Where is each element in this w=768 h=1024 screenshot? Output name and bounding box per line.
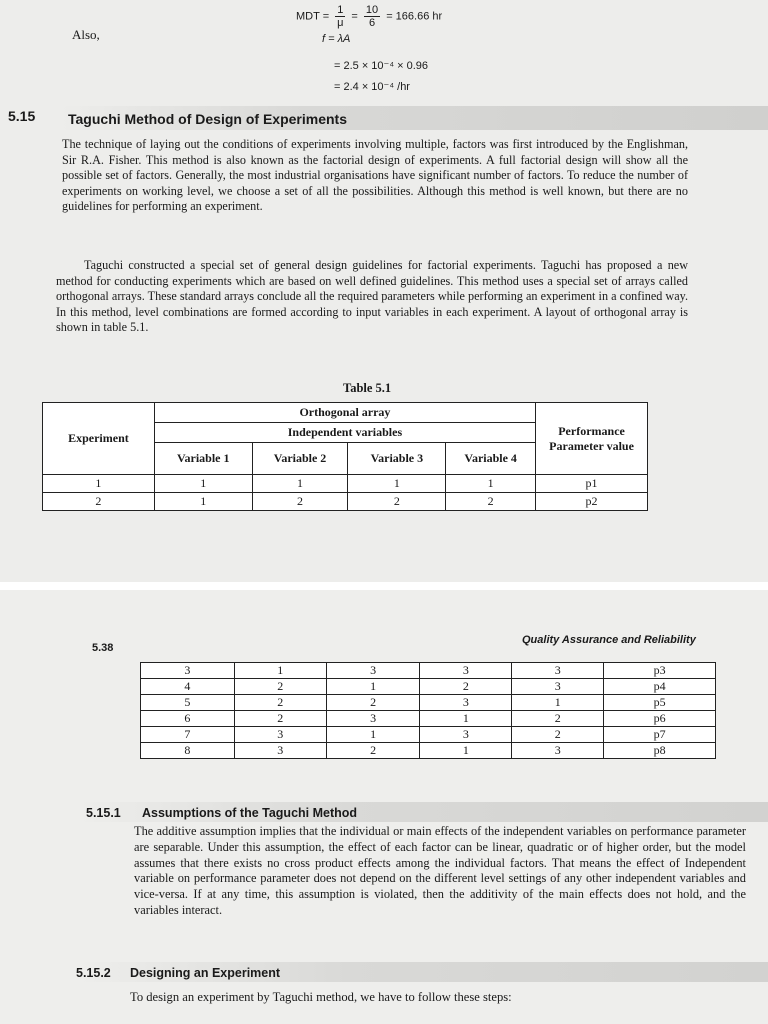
table-cell: 3 xyxy=(326,711,420,727)
table-cell: 1 xyxy=(446,475,536,493)
table-cell: 2 xyxy=(420,679,512,695)
table-cell: 3 xyxy=(512,743,604,759)
frac2-numerator: 10 xyxy=(365,4,379,16)
table-cell: 2 xyxy=(252,493,348,511)
table-cell: 3 xyxy=(326,663,420,679)
subsection-2-heading-bar xyxy=(0,962,768,982)
header-performance: Performance Parameter value xyxy=(536,403,648,475)
table-cell: 2 xyxy=(43,493,155,511)
table-cell: 1 xyxy=(154,475,252,493)
table-cell: 3 xyxy=(234,727,326,743)
table-row xyxy=(141,695,716,711)
table-cell: 1 xyxy=(252,475,348,493)
table-row xyxy=(43,475,648,493)
table-cell: 1 xyxy=(234,663,326,679)
table-cell: 1 xyxy=(154,493,252,511)
subsection-2-text: To design an experiment by Taguchi method, we have to follow these steps: xyxy=(130,990,512,1004)
table-cell: p1 xyxy=(536,475,648,493)
table-cell: 4 xyxy=(141,679,235,695)
failure-rate-definition: f = λA xyxy=(322,33,351,45)
table-cell: 1 xyxy=(43,475,155,493)
header-variable-2: Variable 2 xyxy=(252,443,348,475)
table-cell: 2 xyxy=(234,679,326,695)
table-cell: p3 xyxy=(604,663,716,679)
table-cell: 3 xyxy=(420,727,512,743)
table-cell: 5 xyxy=(141,695,235,711)
table-row xyxy=(141,711,716,727)
mdt-formula xyxy=(296,4,442,29)
also-label: Also, xyxy=(72,27,100,42)
section-title: Taguchi Method of Design of Experiments xyxy=(68,111,347,127)
table-cell: 2 xyxy=(234,711,326,727)
table-cell: 3 xyxy=(234,743,326,759)
frac2-denominator: 6 xyxy=(368,17,376,29)
paragraph-1: The technique of laying out the conditions of experiments involving multiple, factors was first introduced by the Englishman, Sir R.A. Fisher. This method is also known as the factorial design of experiments. A full factorial design will show all the possible set of factors. Generally, the most industrial organisations have significant number of factors. To reduce the number of experiments on working level, we choose a set of all the possibilities. Although this method is well known, but there are no guidelines for performing an experiment. xyxy=(62,137,688,214)
subsection-1-number: 5.15.1 xyxy=(86,806,121,820)
table-cell: 3 xyxy=(512,679,604,695)
table-cell: 1 xyxy=(326,679,420,695)
orthogonal-array-table xyxy=(42,402,648,511)
header-variable-1: Variable 1 xyxy=(154,443,252,475)
orthogonal-array-table-continued xyxy=(140,662,716,759)
table-cell: p4 xyxy=(604,679,716,695)
table-row xyxy=(141,743,716,759)
table-caption: Table 5.1 xyxy=(343,381,392,395)
mdt-result: = 166.66 hr xyxy=(386,10,443,23)
subsection-1-title: Assumptions of the Taguchi Method xyxy=(142,806,358,820)
table-cell: p2 xyxy=(536,493,648,511)
table-cell: 6 xyxy=(141,711,235,727)
failure-rate-step: = 2.5 × 10⁻⁴ × 0.96 xyxy=(334,60,429,72)
table-cell: 1 xyxy=(420,743,512,759)
fraction-ten-over-six xyxy=(364,4,380,29)
table-cell: p7 xyxy=(604,727,716,743)
page-number: 5.38 xyxy=(92,642,114,654)
frac1-denominator: μ xyxy=(337,17,344,29)
table-cell: 3 xyxy=(512,663,604,679)
bottom-page xyxy=(0,590,768,1024)
equals-sign: = xyxy=(322,10,330,23)
fraction-one-over-mu xyxy=(335,4,345,29)
table-cell: 8 xyxy=(141,743,235,759)
subsection-2-number: 5.15.2 xyxy=(76,966,111,980)
table-cell: 2 xyxy=(326,743,420,759)
table-cell: 3 xyxy=(141,663,235,679)
table-cell: 2 xyxy=(512,711,604,727)
table-cell: 3 xyxy=(420,663,512,679)
header-variable-3: Variable 3 xyxy=(348,443,446,475)
table-cell: 3 xyxy=(420,695,512,711)
table-cell: 1 xyxy=(326,727,420,743)
subsection-1-text: The additive assumption implies that the individual or main effects of the independent variables on performance parameter are separable. Under this assumption, the effect of each factor can be linear, quadratic or of higher order, but the model assumes that there exists no cross product effects among the individual factors. That means the effect of Independent variable on performance parameter does not depend on the different level settings of any other independent variables and vice-versa. If at any time, this assumption is violated, then the additivity of the main effects does not hold, and the variables interact. xyxy=(134,824,746,917)
header-variable-4: Variable 4 xyxy=(446,443,536,475)
table-cell: 2 xyxy=(446,493,536,511)
mdt-label: MDT xyxy=(296,10,320,23)
header-experiment: Experiment xyxy=(43,403,155,475)
header-orthogonal-array: Orthogonal array xyxy=(154,403,535,423)
header-independent-variables: Independent variables xyxy=(154,423,535,443)
table-cell: 2 xyxy=(348,493,446,511)
running-title: Quality Assurance and Reliability xyxy=(522,634,696,646)
table-row xyxy=(141,727,716,743)
table-row xyxy=(141,679,716,695)
table-row xyxy=(43,493,648,511)
equals-sign-2: = xyxy=(351,10,358,23)
table-cell: p8 xyxy=(604,743,716,759)
table-cell: 1 xyxy=(420,711,512,727)
table-cell: 2 xyxy=(234,695,326,711)
failure-rate-result: = 2.4 × 10⁻⁴ /hr xyxy=(334,81,410,93)
table-cell: 7 xyxy=(141,727,235,743)
table-cell: p5 xyxy=(604,695,716,711)
section-number: 5.15 xyxy=(8,108,36,124)
table-row xyxy=(141,663,716,679)
table-cell: 2 xyxy=(512,727,604,743)
table-cell: p6 xyxy=(604,711,716,727)
paragraph-2: Taguchi constructed a special set of general design guidelines for factorial experiments. Taguchi has proposed a new method for conducting experiments which are based on well defined guidelines. This method uses a special set of arrays called orthogonal arrays. These standard arrays conclude all the required parameters while performing an experiment in a confined way. In this method, level combinations are formed according to input variables in each experiment. A layout of orthogonal array is shown in table 5.1. xyxy=(56,258,688,335)
table-cell: 2 xyxy=(326,695,420,711)
subsection-2-title: Designing an Experiment xyxy=(130,966,281,980)
table-cell: 1 xyxy=(512,695,604,711)
frac1-numerator: 1 xyxy=(337,4,344,16)
table-cell: 1 xyxy=(348,475,446,493)
